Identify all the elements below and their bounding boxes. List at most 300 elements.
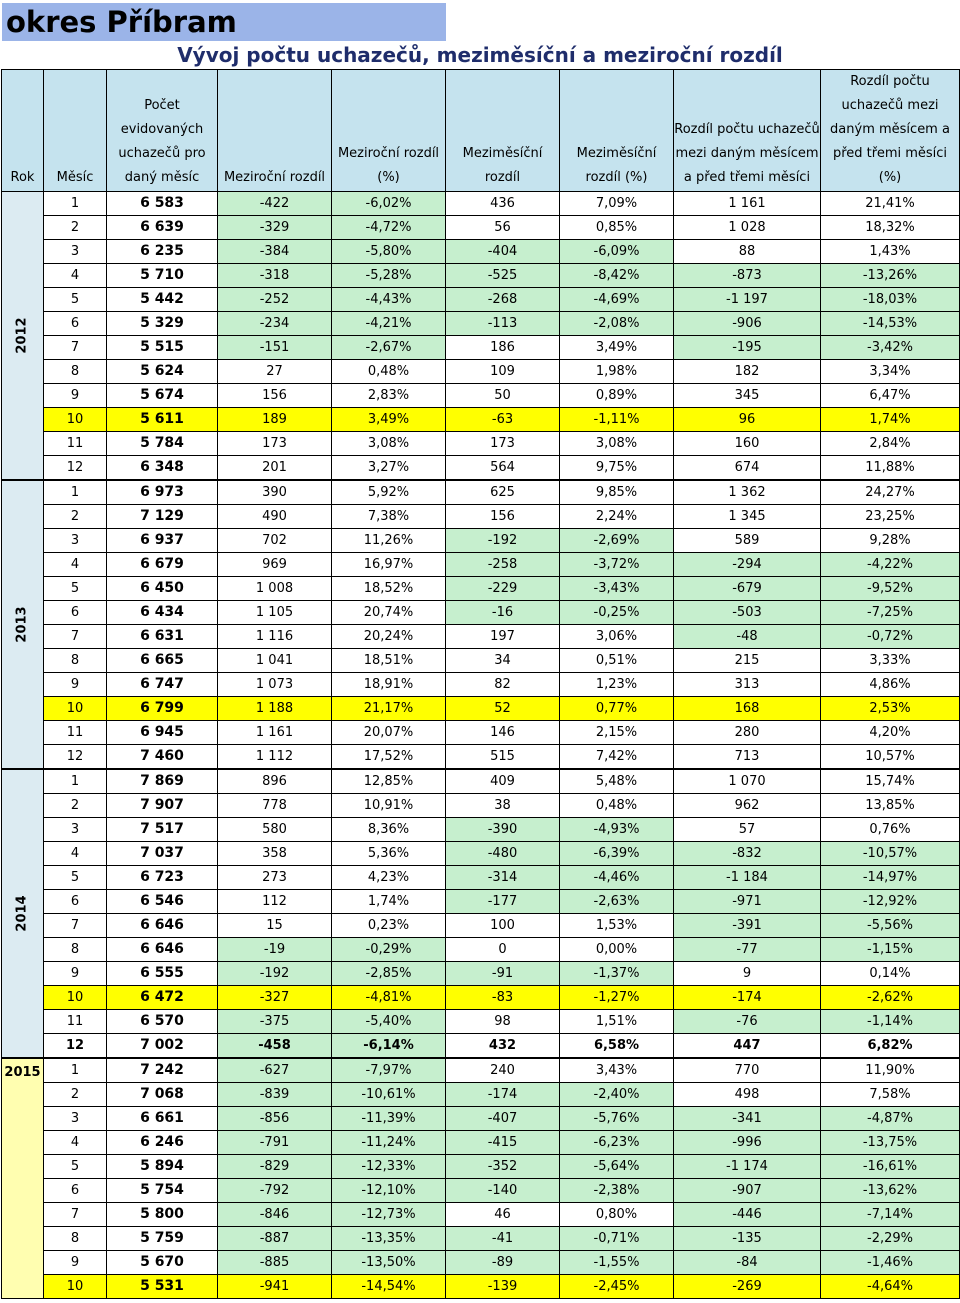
value-cell: 589	[674, 529, 821, 553]
value-cell: -83	[446, 986, 560, 1010]
value-cell: -5,64%	[560, 1155, 674, 1179]
value-cell: 1 161	[674, 192, 821, 216]
count-cell: 6 631	[107, 625, 218, 649]
value-cell: 7,38%	[332, 505, 446, 529]
value-cell: -503	[674, 601, 821, 625]
count-cell: 6 661	[107, 1107, 218, 1131]
table-row	[2, 1083, 960, 1107]
value-cell: -375	[218, 1010, 332, 1034]
value-cell: 564	[446, 456, 560, 481]
table-row	[2, 1203, 960, 1227]
value-cell: -234	[218, 312, 332, 336]
value-cell: 13,85%	[821, 794, 960, 818]
count-cell: 5 710	[107, 264, 218, 288]
month-cell: 10	[44, 986, 107, 1010]
value-cell: 1 116	[218, 625, 332, 649]
value-cell: 9,75%	[560, 456, 674, 481]
value-cell: 20,74%	[332, 601, 446, 625]
value-cell: -4,21%	[332, 312, 446, 336]
value-cell: -2,40%	[560, 1083, 674, 1107]
value-cell: -1,14%	[821, 1010, 960, 1034]
table-row	[2, 745, 960, 770]
count-cell: 5 759	[107, 1227, 218, 1251]
month-cell: 6	[44, 601, 107, 625]
value-cell: 1 070	[674, 769, 821, 794]
table-row	[2, 1107, 960, 1131]
value-cell: 0,80%	[560, 1203, 674, 1227]
value-cell: -5,76%	[560, 1107, 674, 1131]
value-cell: -13,50%	[332, 1251, 446, 1275]
value-cell: 969	[218, 553, 332, 577]
value-cell: 189	[218, 408, 332, 432]
value-cell: 9	[674, 962, 821, 986]
value-cell: 10,57%	[821, 745, 960, 770]
value-cell: 100	[446, 914, 560, 938]
header-pocet: Počet evidovaných uchazečů pro daný měsíc	[107, 70, 218, 192]
value-cell: -195	[674, 336, 821, 360]
table-row	[2, 577, 960, 601]
count-cell: 7 460	[107, 745, 218, 770]
value-cell: 3,27%	[332, 456, 446, 481]
value-cell: 11,26%	[332, 529, 446, 553]
year-label: 2013	[15, 606, 30, 643]
month-cell: 4	[44, 553, 107, 577]
value-cell: 447	[674, 1034, 821, 1059]
value-cell: 2,83%	[332, 384, 446, 408]
value-cell: 313	[674, 673, 821, 697]
value-cell: 280	[674, 721, 821, 745]
month-cell: 4	[44, 264, 107, 288]
value-cell: -0,29%	[332, 938, 446, 962]
table-row	[2, 1010, 960, 1034]
value-cell: 18,51%	[332, 649, 446, 673]
value-cell: -77	[674, 938, 821, 962]
value-cell: 215	[674, 649, 821, 673]
value-cell: 436	[446, 192, 560, 216]
value-cell: 109	[446, 360, 560, 384]
value-cell: 20,24%	[332, 625, 446, 649]
value-cell: -2,45%	[560, 1275, 674, 1299]
value-cell: 20,07%	[332, 721, 446, 745]
value-cell: -873	[674, 264, 821, 288]
count-cell: 6 747	[107, 673, 218, 697]
value-cell: 0,51%	[560, 649, 674, 673]
value-cell: -14,97%	[821, 866, 960, 890]
value-cell: -627	[218, 1058, 332, 1083]
count-cell: 6 570	[107, 1010, 218, 1034]
value-cell: -5,56%	[821, 914, 960, 938]
count-cell: 6 555	[107, 962, 218, 986]
value-cell: -113	[446, 312, 560, 336]
count-cell: 7 517	[107, 818, 218, 842]
count-cell: 7 242	[107, 1058, 218, 1083]
value-cell: -4,81%	[332, 986, 446, 1010]
value-cell: -16	[446, 601, 560, 625]
value-cell: 18,32%	[821, 216, 960, 240]
value-cell: 1,23%	[560, 673, 674, 697]
value-cell: -839	[218, 1083, 332, 1107]
value-cell: 27	[218, 360, 332, 384]
month-cell: 10	[44, 408, 107, 432]
table-row	[2, 1131, 960, 1155]
value-cell: -415	[446, 1131, 560, 1155]
value-cell: 156	[446, 505, 560, 529]
value-cell: -2,63%	[560, 890, 674, 914]
value-cell: -16,61%	[821, 1155, 960, 1179]
month-cell: 2	[44, 1083, 107, 1107]
value-cell: -856	[218, 1107, 332, 1131]
value-cell: -1,55%	[560, 1251, 674, 1275]
month-cell: 2	[44, 794, 107, 818]
value-cell: -229	[446, 577, 560, 601]
value-cell: 1 008	[218, 577, 332, 601]
value-cell: -4,72%	[332, 216, 446, 240]
value-cell: -6,09%	[560, 240, 674, 264]
month-cell: 11	[44, 1010, 107, 1034]
value-cell: 3,06%	[560, 625, 674, 649]
value-cell: -1 197	[674, 288, 821, 312]
value-cell: -384	[218, 240, 332, 264]
value-cell: -268	[446, 288, 560, 312]
value-cell: -2,62%	[821, 986, 960, 1010]
header-3m-pct: Rozdíl počtu uchazečů mezi daným měsícem a před třemi měsíci (%)	[821, 70, 960, 192]
value-cell: -996	[674, 1131, 821, 1155]
value-cell: 962	[674, 794, 821, 818]
value-cell: -4,64%	[821, 1275, 960, 1299]
count-cell: 5 754	[107, 1179, 218, 1203]
value-cell: -12,33%	[332, 1155, 446, 1179]
value-cell: -1,11%	[560, 408, 674, 432]
count-cell: 5 800	[107, 1203, 218, 1227]
month-cell: 11	[44, 721, 107, 745]
value-cell: -5,80%	[332, 240, 446, 264]
value-cell: 0,89%	[560, 384, 674, 408]
value-cell: 3,08%	[560, 432, 674, 456]
month-cell: 9	[44, 384, 107, 408]
month-cell: 8	[44, 360, 107, 384]
header-row	[2, 70, 960, 192]
value-cell: -8,42%	[560, 264, 674, 288]
value-cell: -7,97%	[332, 1058, 446, 1083]
value-cell: 15	[218, 914, 332, 938]
value-cell: 21,17%	[332, 697, 446, 721]
month-cell: 10	[44, 1275, 107, 1299]
value-cell: -525	[446, 264, 560, 288]
value-cell: 7,58%	[821, 1083, 960, 1107]
value-cell: 2,15%	[560, 721, 674, 745]
month-cell: 9	[44, 962, 107, 986]
value-cell: 1,98%	[560, 360, 674, 384]
table-row	[2, 384, 960, 408]
value-cell: 46	[446, 1203, 560, 1227]
value-cell: -13,26%	[821, 264, 960, 288]
count-cell: 6 583	[107, 192, 218, 216]
table-row	[2, 842, 960, 866]
value-cell: 38	[446, 794, 560, 818]
value-cell: 358	[218, 842, 332, 866]
value-cell: 6,82%	[821, 1034, 960, 1059]
count-cell: 6 546	[107, 890, 218, 914]
count-cell: 5 515	[107, 336, 218, 360]
value-cell: -12,92%	[821, 890, 960, 914]
value-cell: 160	[674, 432, 821, 456]
value-cell: -9,52%	[821, 577, 960, 601]
year-cell	[2, 769, 44, 1058]
value-cell: -6,02%	[332, 192, 446, 216]
count-cell: 7 037	[107, 842, 218, 866]
value-cell: 1 105	[218, 601, 332, 625]
value-cell: -258	[446, 553, 560, 577]
value-cell: 390	[218, 480, 332, 505]
value-cell: -177	[446, 890, 560, 914]
value-cell: 2,84%	[821, 432, 960, 456]
value-cell: -174	[674, 986, 821, 1010]
value-cell: -2,67%	[332, 336, 446, 360]
table-row	[2, 264, 960, 288]
value-cell: 24,27%	[821, 480, 960, 505]
value-cell: 5,92%	[332, 480, 446, 505]
month-cell: 7	[44, 625, 107, 649]
value-cell: -192	[218, 962, 332, 986]
value-cell: 1 345	[674, 505, 821, 529]
value-cell: 98	[446, 1010, 560, 1034]
value-cell: -174	[446, 1083, 560, 1107]
value-cell: -3,43%	[560, 577, 674, 601]
value-cell: 498	[674, 1083, 821, 1107]
value-cell: 1 041	[218, 649, 332, 673]
value-cell: -2,08%	[560, 312, 674, 336]
year-cell	[2, 480, 44, 769]
value-cell: 21,41%	[821, 192, 960, 216]
month-cell: 2	[44, 505, 107, 529]
value-cell: 15,74%	[821, 769, 960, 794]
count-cell: 5 624	[107, 360, 218, 384]
table-row	[2, 1155, 960, 1179]
value-cell: -6,39%	[560, 842, 674, 866]
value-cell: 197	[446, 625, 560, 649]
value-cell: -1,37%	[560, 962, 674, 986]
value-cell: 1,43%	[821, 240, 960, 264]
value-cell: 17,52%	[332, 745, 446, 770]
value-cell: -14,54%	[332, 1275, 446, 1299]
value-cell: -2,69%	[560, 529, 674, 553]
value-cell: -1 174	[674, 1155, 821, 1179]
header-mezimesicni-pct: Meziměsíční rozdíl (%)	[560, 70, 674, 192]
value-cell: -4,22%	[821, 553, 960, 577]
value-cell: -792	[218, 1179, 332, 1203]
month-cell: 12	[44, 1034, 107, 1059]
value-cell: 3,08%	[332, 432, 446, 456]
value-cell: -329	[218, 216, 332, 240]
value-cell: 7,42%	[560, 745, 674, 770]
table-row	[2, 673, 960, 697]
value-cell: -139	[446, 1275, 560, 1299]
header-3m: Rozdíl počtu uchazečů mezi daným měsícem a před třemi měsíci	[674, 70, 821, 192]
value-cell: 1,74%	[332, 890, 446, 914]
count-cell: 7 129	[107, 505, 218, 529]
header-rok: Rok	[2, 70, 44, 192]
count-cell: 6 945	[107, 721, 218, 745]
value-cell: 146	[446, 721, 560, 745]
value-cell: 273	[218, 866, 332, 890]
value-cell: 4,20%	[821, 721, 960, 745]
value-cell: -480	[446, 842, 560, 866]
value-cell: 1,53%	[560, 914, 674, 938]
value-cell: 182	[674, 360, 821, 384]
value-cell: -12,10%	[332, 1179, 446, 1203]
value-cell: 345	[674, 384, 821, 408]
value-cell: -829	[218, 1155, 332, 1179]
month-cell: 1	[44, 769, 107, 794]
value-cell: -679	[674, 577, 821, 601]
value-cell: 0,14%	[821, 962, 960, 986]
value-cell: -13,75%	[821, 1131, 960, 1155]
value-cell: 4,86%	[821, 673, 960, 697]
year-label: 2014	[15, 895, 30, 932]
value-cell: 52	[446, 697, 560, 721]
value-cell: 702	[218, 529, 332, 553]
count-cell: 6 246	[107, 1131, 218, 1155]
month-cell: 5	[44, 577, 107, 601]
value-cell: -7,14%	[821, 1203, 960, 1227]
table-row	[2, 1179, 960, 1203]
count-cell: 6 348	[107, 456, 218, 481]
value-cell: -48	[674, 625, 821, 649]
value-cell: 168	[674, 697, 821, 721]
table-row	[2, 432, 960, 456]
value-cell: -2,85%	[332, 962, 446, 986]
value-cell: -13,62%	[821, 1179, 960, 1203]
value-cell: -327	[218, 986, 332, 1010]
table-row	[2, 601, 960, 625]
value-cell: -4,87%	[821, 1107, 960, 1131]
value-cell: -971	[674, 890, 821, 914]
table-row	[2, 625, 960, 649]
month-cell: 4	[44, 1131, 107, 1155]
count-cell: 6 679	[107, 553, 218, 577]
value-cell: -76	[674, 1010, 821, 1034]
month-cell: 1	[44, 192, 107, 216]
year-cell	[2, 192, 44, 481]
month-cell: 5	[44, 866, 107, 890]
value-cell: -791	[218, 1131, 332, 1155]
count-cell: 5 784	[107, 432, 218, 456]
count-cell: 6 646	[107, 914, 218, 938]
month-cell: 6	[44, 312, 107, 336]
count-cell: 6 639	[107, 216, 218, 240]
value-cell: -4,69%	[560, 288, 674, 312]
value-cell: -4,93%	[560, 818, 674, 842]
table-row	[2, 890, 960, 914]
value-cell: -140	[446, 1179, 560, 1203]
count-cell: 5 329	[107, 312, 218, 336]
count-cell: 7 002	[107, 1034, 218, 1059]
value-cell: -10,57%	[821, 842, 960, 866]
month-cell: 9	[44, 673, 107, 697]
table-row	[2, 360, 960, 384]
value-cell: 770	[674, 1058, 821, 1083]
value-cell: -269	[674, 1275, 821, 1299]
value-cell: 713	[674, 745, 821, 770]
month-cell: 8	[44, 938, 107, 962]
count-cell: 6 472	[107, 986, 218, 1010]
table-row	[2, 312, 960, 336]
value-cell: 6,58%	[560, 1034, 674, 1059]
value-cell: -12,73%	[332, 1203, 446, 1227]
statistics-table	[1, 69, 960, 1299]
month-cell: 6	[44, 1179, 107, 1203]
value-cell: 11,88%	[821, 456, 960, 481]
value-cell: -91	[446, 962, 560, 986]
value-cell: 201	[218, 456, 332, 481]
value-cell: 11,90%	[821, 1058, 960, 1083]
value-cell: 156	[218, 384, 332, 408]
value-cell: -446	[674, 1203, 821, 1227]
month-cell: 3	[44, 529, 107, 553]
count-cell: 7 907	[107, 794, 218, 818]
value-cell: 409	[446, 769, 560, 794]
value-cell: -41	[446, 1227, 560, 1251]
region-title: okres Příbram	[2, 3, 446, 41]
count-cell: 6 450	[107, 577, 218, 601]
count-cell: 6 434	[107, 601, 218, 625]
month-cell: 3	[44, 240, 107, 264]
value-cell: 778	[218, 794, 332, 818]
table-row	[2, 192, 960, 216]
value-cell: -314	[446, 866, 560, 890]
year-cell	[2, 1058, 44, 1299]
value-cell: 10,91%	[332, 794, 446, 818]
month-cell: 12	[44, 745, 107, 770]
month-cell: 9	[44, 1251, 107, 1275]
month-cell: 7	[44, 914, 107, 938]
value-cell: -151	[218, 336, 332, 360]
header-mezimesicni: Meziměsíční rozdíl	[446, 70, 560, 192]
value-cell: -192	[446, 529, 560, 553]
table-row	[2, 769, 960, 794]
value-cell: 3,34%	[821, 360, 960, 384]
value-cell: 0,77%	[560, 697, 674, 721]
value-cell: -1,15%	[821, 938, 960, 962]
value-cell: -1,27%	[560, 986, 674, 1010]
value-cell: -3,42%	[821, 336, 960, 360]
table-row	[2, 1034, 960, 1059]
month-cell: 12	[44, 456, 107, 481]
table-row	[2, 818, 960, 842]
value-cell: 1 161	[218, 721, 332, 745]
value-cell: -0,25%	[560, 601, 674, 625]
value-cell: -6,14%	[332, 1034, 446, 1059]
value-cell: -1,46%	[821, 1251, 960, 1275]
month-cell: 3	[44, 818, 107, 842]
year-label: 2015	[4, 1065, 41, 1080]
month-cell: 7	[44, 336, 107, 360]
value-cell: 9,85%	[560, 480, 674, 505]
month-cell: 5	[44, 1155, 107, 1179]
month-cell: 5	[44, 288, 107, 312]
table-row	[2, 986, 960, 1010]
table-row	[2, 1275, 960, 1299]
table-row	[2, 962, 960, 986]
value-cell: 674	[674, 456, 821, 481]
value-cell: -14,53%	[821, 312, 960, 336]
table-row	[2, 288, 960, 312]
value-cell: -391	[674, 914, 821, 938]
value-cell: 0,00%	[560, 938, 674, 962]
value-cell: -846	[218, 1203, 332, 1227]
month-cell: 4	[44, 842, 107, 866]
value-cell: -10,61%	[332, 1083, 446, 1107]
